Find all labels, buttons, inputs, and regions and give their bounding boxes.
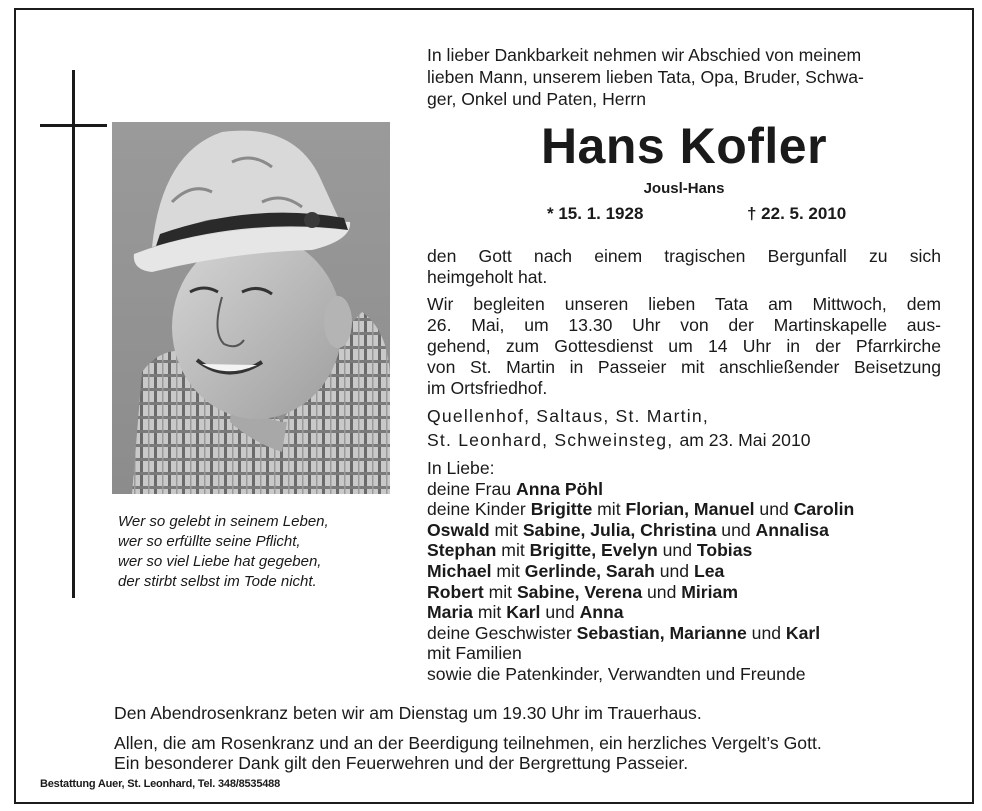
thanks-line: Ein besonderer Dank gilt den Feuerwehren und der Bergrettung Passeier. [114, 753, 689, 773]
text-line: heimgeholt hat. [427, 267, 548, 287]
deceased-name: Hans Kofler [540, 118, 828, 174]
verse-line: wer so viel Liebe hat gegeben, [118, 553, 322, 570]
memorial-verse [118, 512, 388, 592]
mourner-line: mit Familien [427, 643, 522, 664]
verse-line: wer so erfüllte seine Pflicht, [118, 533, 301, 550]
place-and-date [427, 404, 811, 452]
undertaker-info: Bestattung Auer, St. Leonhard, Tel. 348/8535488 [40, 778, 281, 790]
intro-text [427, 44, 941, 110]
cross-icon-bar [40, 124, 107, 127]
text-line: im Ortsfriedhof. [427, 378, 548, 398]
places-line: Quellenhof, Saltaus, St. Martin, [427, 406, 709, 426]
mourner-line: Stephan mit Brigitte, Evelyn und Tobias [427, 540, 753, 561]
mourners-list [427, 458, 854, 685]
text-line: gehend, zum Gottesdienst um 14 Uhr in der Pfarrkirche [427, 336, 941, 356]
notice-date: am 23. Mai 2010 [679, 430, 811, 450]
text-line: den Gott nach einem tragischen Bergunfall zu sich [427, 246, 941, 266]
intro-line: In lieber Dankbarkeit nehmen wir Abschied von meinem [427, 45, 862, 65]
thanks-line: Allen, die am Rosenkranz und an der Beerdigung teilnehmen, ein herzliches Vergelt’s Gott. [114, 733, 822, 753]
text-line: Wir begleiten unseren lieben Tata am Mittwoch, dem [427, 294, 941, 314]
rosary-notice: Den Abendrosenkranz beten wir am Dienstag um 19.30 Uhr im Trauerhaus. [114, 703, 702, 723]
mourner-line: Maria mit Karl und Anna [427, 602, 624, 623]
mourner-line: deine Frau Anna Pöhl [427, 478, 603, 499]
intro-line: ger, Onkel und Paten, Herrn [427, 89, 647, 109]
mourner-line: Michael mit Gerlinde, Sarah und Lea [427, 560, 725, 581]
text-line: von St. Martin in Passeier mit anschließender Beisetzung [427, 357, 941, 377]
mourner-line: Oswald mit Sabine, Julia, Christina und Annalisa [427, 519, 829, 540]
mourner-line: sowie die Patenkinder, Verwandten und Freunde [427, 663, 806, 684]
intro-line: lieben Mann, unserem lieben Tata, Opa, Bruder, Schwa- [427, 67, 864, 87]
funeral-details [427, 294, 941, 399]
death-notice [427, 246, 941, 288]
cross-icon [72, 70, 75, 598]
text-line: 26. Mai, um 13.30 Uhr von der Martinskapelle aus- [427, 315, 941, 335]
birth-date: * 15. 1. 1928 [547, 204, 644, 223]
mourner-line: deine Geschwister Sebastian, Marianne und Karl [427, 622, 821, 643]
death-date: † 22. 5. 2010 [747, 204, 847, 223]
mourner-line: deine Kinder Brigitte mit Florian, Manuel und Carolin [427, 499, 855, 520]
places-line: St. Leonhard, Schweinsteg, [427, 430, 674, 450]
portrait-photo [112, 122, 390, 494]
verse-line: Wer so gelebt in seinem Leben, [118, 513, 329, 530]
deceased-nickname: Jousl-Hans [643, 180, 725, 197]
mourner-line: Robert mit Sabine, Verena und Miriam [427, 581, 738, 602]
in-love-heading: In Liebe: [427, 458, 495, 478]
verse-line: der stirbt selbst im Tode nicht. [118, 573, 317, 590]
